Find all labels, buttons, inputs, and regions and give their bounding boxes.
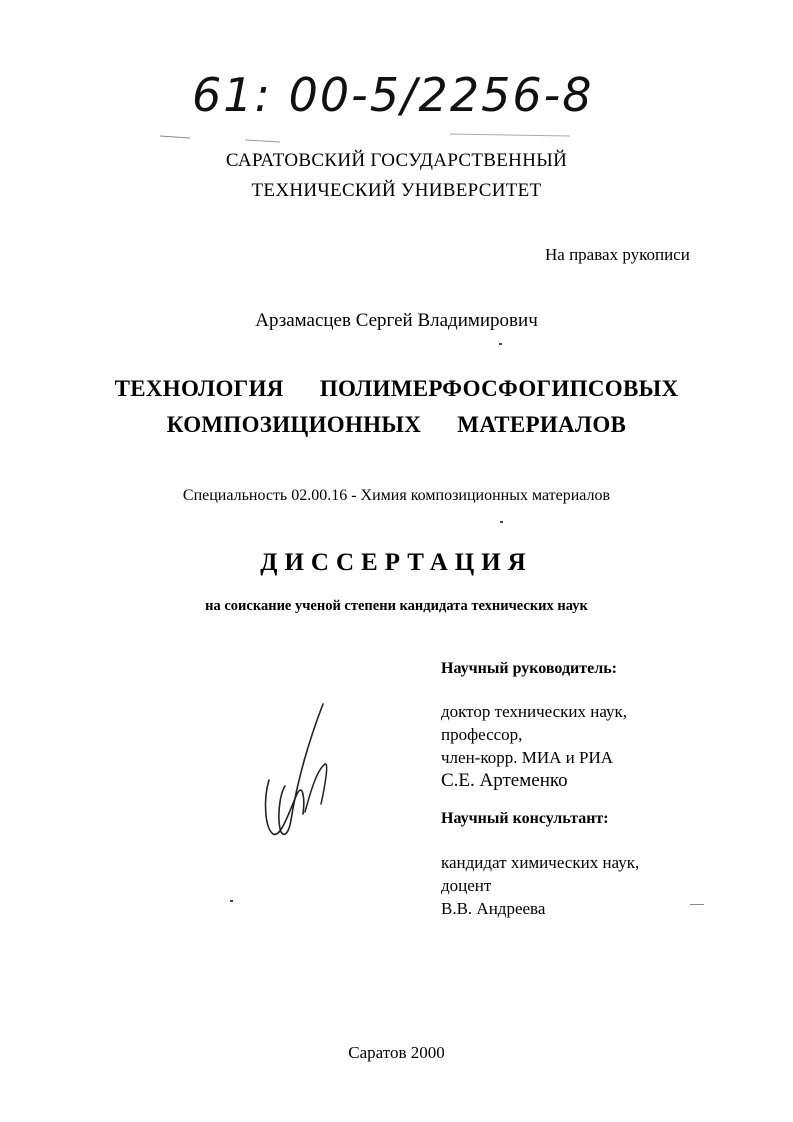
thesis-title-line-1: ТЕХНОЛОГИЯ ПОЛИМЕРФОСФОГИПСОВЫХ	[114, 376, 679, 401]
scan-speck	[500, 521, 503, 523]
consultant-role: Научный консультант:	[441, 810, 609, 827]
city-year: Саратов 2000	[348, 1043, 445, 1062]
supervisor-info	[441, 700, 627, 792]
rights-note: На правах рукописи	[545, 245, 690, 264]
supervisor-title: профессор,	[441, 725, 523, 744]
consultant-degree: кандидат химических наук,	[441, 853, 640, 872]
university-line-1: САРАТОВСКИЙ ГОСУДАРСТВЕННЫЙ	[225, 150, 568, 171]
university-line-2: ТЕХНИЧЕСКИЙ УНИВЕРСИТЕТ	[251, 180, 542, 201]
specialty-line: Специальность 02.00.16 - Химия композиционных материалов	[182, 487, 611, 504]
handwritten-archive-number: 61: 00-5/2256-8	[192, 68, 594, 122]
scan-speck	[230, 900, 233, 902]
dissertation-label: ДИССЕРТАЦИЯ	[260, 549, 533, 576]
scan-speck	[690, 904, 704, 905]
thesis-title-line-2: КОМПОЗИЦИОННЫХ МАТЕРИАЛОВ	[166, 412, 627, 437]
consultant-info	[441, 851, 639, 920]
author-name: Арзамасцев Сергей Владимирович	[255, 310, 538, 331]
consultant-name: В.В. Андреева	[441, 899, 546, 918]
university-name	[0, 146, 793, 206]
degree-line: на соискание ученой степени кандидата технических наук	[205, 598, 588, 614]
scan-speck	[499, 343, 502, 345]
supervisor-degree: доктор технических наук,	[441, 702, 628, 721]
supervisor-membership: член-корр. МИА и РИА	[441, 748, 614, 767]
consultant-title: доцент	[441, 876, 492, 895]
supervisor-name: С.Е. Артеменко	[441, 770, 568, 791]
supervisor-role: Научный руководитель:	[441, 660, 617, 677]
signature	[255, 700, 345, 845]
thesis-title	[0, 371, 793, 443]
